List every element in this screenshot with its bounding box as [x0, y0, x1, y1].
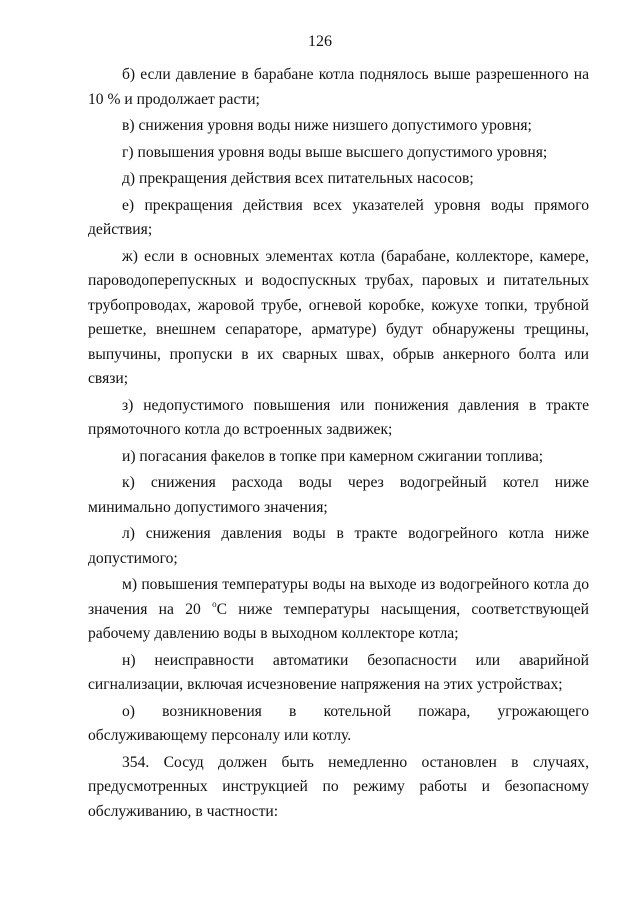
paragraph-e: е) прекращения действия всех указателей уровня воды прямого действия;: [88, 196, 589, 238]
document-body: [88, 63, 589, 826]
paragraph-m: [88, 573, 589, 647]
paragraph-354: 354. Сосуд должен быть немедленно остановлен в случаях, предусмотренных инструкцией по режиму работы и безопасному обслуживанию, в частности:: [88, 753, 589, 820]
paragraph-zh: ж) если в основных элементах котла (барабане, коллекторе, камере, пароводоперепускных и водоспускных трубах, паровых и питательных трубопроводах, жаровой трубе, огневой коробке, кожухе топки, трубной решетке, внешнем сепараторе, арматуре) будут обнаружены трещины, выпучины, пропуски в их сварных швах, обрыв анкерного болта или связи;: [88, 247, 589, 387]
paragraph-d: д) прекращения действия всех питательных насосов;: [122, 170, 474, 187]
paragraph-m-text-before: м) повышения температуры воды на выходе из водогрейного котла до значения на 20: [88, 576, 589, 618]
paragraph-m-text-after: С ниже температуры насыщения, соответствующей рабочему давлению воды в выходном коллекторе котла;: [88, 600, 589, 642]
paragraph-g: г) повышения уровня воды выше высшего допустимого уровня;: [122, 143, 548, 161]
paragraph-z: з) недопустимого повышения или понижения давления в тракте прямоточного котла до встроенных задвижек;: [88, 396, 589, 438]
paragraph-n: н) неисправности автоматики безопасности или аварийной сигнализации, включая исчезновение напряжения на этих устройствах;: [88, 651, 589, 693]
page-number: 126: [308, 33, 332, 50]
paragraph-b: б) если давление в барабане котла поднялось выше разрешенного на 10 % и продолжает расти;: [88, 66, 589, 108]
paragraph-o: о) возникновения в котельной пожара, угрожающего обслуживающему персоналу или котлу.: [88, 702, 589, 744]
paragraph-v: в) снижения уровня воды ниже низшего допустимого уровня;: [122, 117, 532, 134]
degree-superscript: о: [212, 598, 217, 609]
paragraph-l: л) снижения давления воды в тракте водогрейного котла ниже допустимого;: [88, 525, 589, 567]
paragraph-k: к) снижения расхода воды через водогрейный котел ниже минимально допустимого значения;: [88, 474, 589, 516]
paragraph-i: и) погасания факелов в топке при камерном сжигании топлива;: [122, 447, 544, 465]
